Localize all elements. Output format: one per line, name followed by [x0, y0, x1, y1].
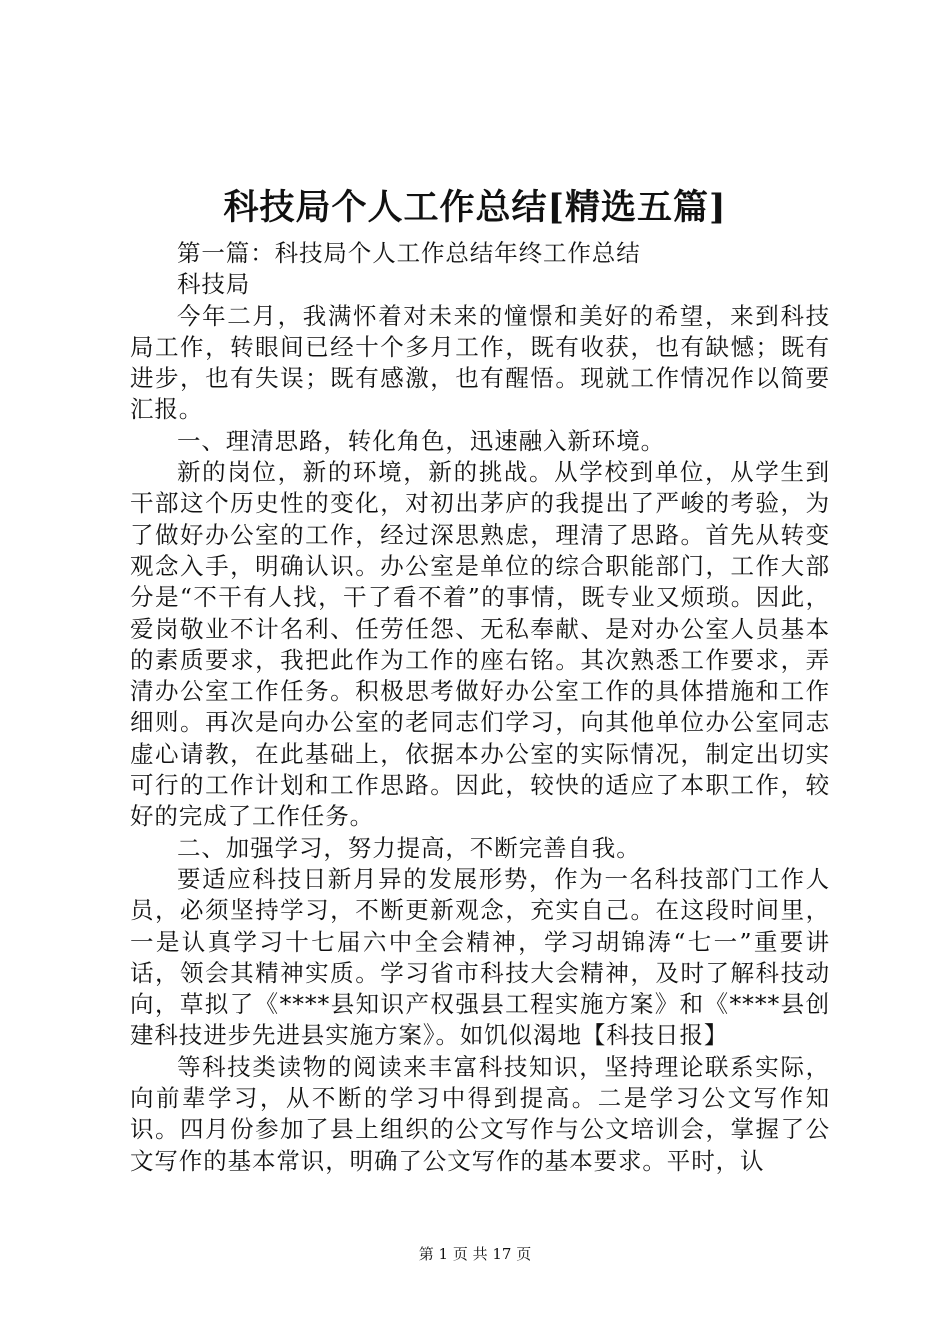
subheading-2: 二、加强学习，努力提高，不断完善自我。	[177, 833, 641, 862]
document-title: 科技局个人工作总结[精选五篇]	[223, 187, 727, 228]
paragraph-reading: 等科技类读物的阅读来丰富科技知识，坚持理论联系实际，向前辈学习，从不断的学习中得到提高。二是学习公文写作知识。四月份参加了县上组织的公文写作与公文培训会，掌握了公文写作的基本常识，明确了公文写作的基本要求。平时，认	[130, 1052, 830, 1175]
paragraph-org-name: 科技局	[177, 270, 251, 299]
section-heading-1: 第一篇：科技局个人工作总结年终工作总结	[177, 239, 641, 267]
paragraph-intro: 今年二月，我满怀着对未来的憧憬和美好的希望，来到科技局工作，转眼间已经十个多月工作，既有收获，也有缺憾；既有进步，也有失误；既有感激，也有醒悟。现就工作情况作以简要汇报。	[130, 301, 830, 424]
page-footer: 第 1 页 共 17 页	[418, 1245, 532, 1263]
paragraph-study: 要适应科技日新月异的发展形势，作为一名科技部门工作人员，必须坚持学习，不断更新观念，充实自己。在这段时间里，一是认真学习十七届六中全会精神，学习胡锦涛“七一”重要讲话，领会其精神实质。学习省市科技大会精神，及时了解科技动向，草拟了《****县知识产权强县工程实施方案》和《****县创建科技进步先进县实施方案》。如饥似渴地【科技日报】	[130, 864, 830, 1050]
subheading-1: 一、理清思路，转化角色，迅速融入新环境。	[177, 426, 665, 455]
document-body	[130, 238, 830, 1177]
paragraph-new-role: 新的岗位，新的环境，新的挑战。从学校到单位，从学生到干部这个历史性的变化，对初出茅庐的我提出了严峻的考验，为了做好办公室的工作，经过深思熟虑，理清了思路。首先从转变观念入手，明确认识。办公室是单位的综合职能部门，工作大部分是“不干有人找，干了看不着”的事情，既专业又烦琐。因此，爱岗敬业不计名利、任劳任怨、无私奉献、是对办公室人员基本的素质要求，我把此作为工作的座右铭。其次熟悉工作要求，弄清办公室工作任务。积极思考做好办公室工作的具体措施和工作细则。再次是向办公室的老同志们学习，向其他单位办公室同志虚心请教，在此基础上，依据本办公室的实际情况，制定出切实可行的工作计划和工作思路。因此，较快的适应了本职工作，较好的完成了工作任务。	[130, 458, 830, 831]
